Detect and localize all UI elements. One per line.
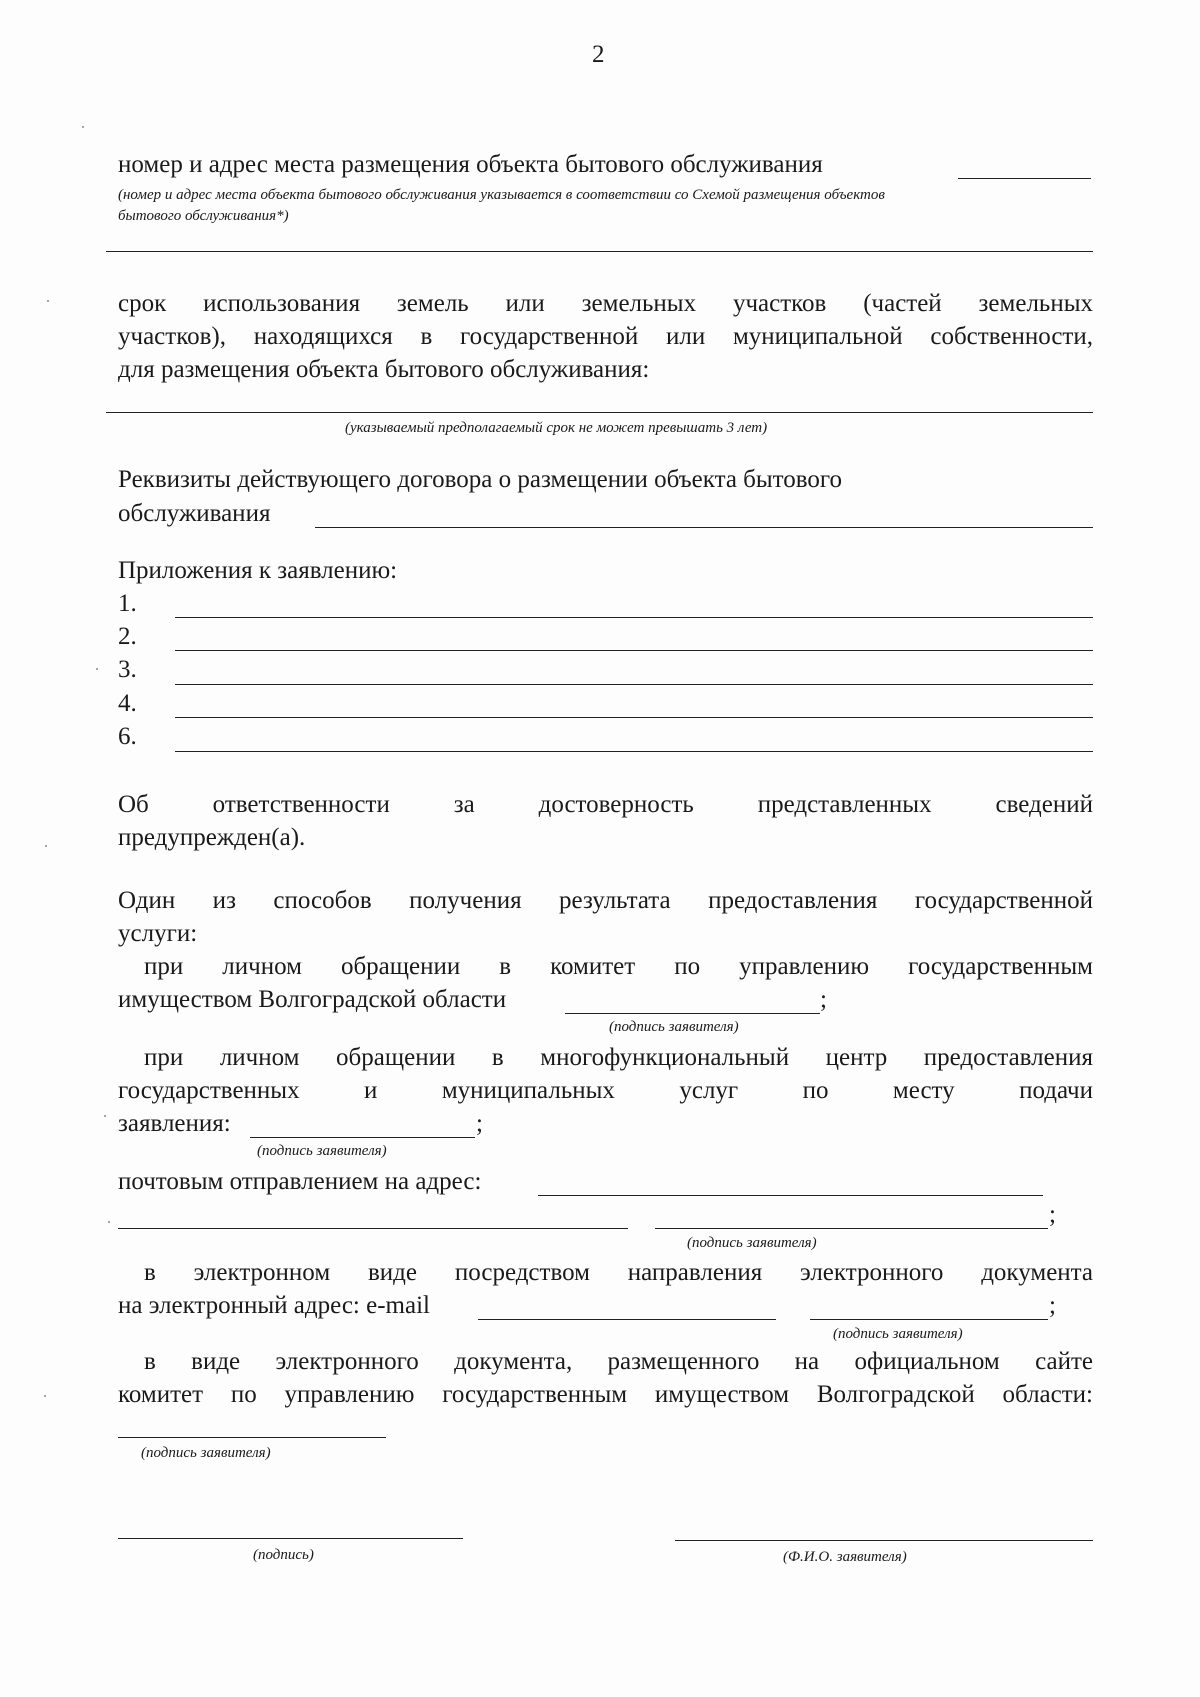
method-mfc-line-2: государственных и муниципальных услуг по месту подачи xyxy=(118,1077,1093,1104)
attachment-number-4: 4. xyxy=(118,690,137,717)
term-hint: (указываемый предполагаемый срок не может превышать 3 лет) xyxy=(345,420,768,436)
method-electronic-signature-hint: (подпись заявителя) xyxy=(833,1326,963,1342)
term-field-line xyxy=(106,412,1093,413)
method-postal-signature-line xyxy=(655,1228,1048,1229)
method-committee-signature-line xyxy=(565,1013,820,1014)
method-mfc-line-1: при личном обращении в многофункциональный центр предоставления xyxy=(144,1044,1093,1071)
footer-name-label: (Ф.И.О. заявителя) xyxy=(783,1549,907,1565)
method-mfc-line-3: заявления: xyxy=(118,1110,231,1137)
responsibility-line-2: предупрежден(а). xyxy=(118,824,306,851)
placement-hint-1: (номер и адрес места объекта бытового обслуживания указывается в соответствии со Схемой размещения объектов xyxy=(118,187,885,203)
method-postal-label: почтовым отправлением на адрес: xyxy=(118,1168,482,1195)
methods-intro-line-2: услуги: xyxy=(118,920,198,947)
method-electronic-signature-line xyxy=(810,1319,1048,1320)
method-website-line-1: в виде электронного документа, размещенного на официальном сайте xyxy=(144,1348,1093,1375)
method-electronic-line-2: на электронный адрес: e-mail xyxy=(118,1292,430,1319)
contract-field-line xyxy=(315,527,1093,528)
footer-signature-line xyxy=(118,1538,463,1539)
attachment-line-2 xyxy=(175,650,1093,651)
placement-field-line-2 xyxy=(106,251,1093,252)
method-electronic-line-1: в электронном виде посредством направления электронного документа xyxy=(144,1259,1093,1286)
contract-line-2: обслуживания xyxy=(118,500,271,527)
method-website-signature-line xyxy=(118,1437,386,1438)
term-line-2: участков), находящихся в государственной или муниципальной собственности, xyxy=(118,323,1093,350)
attachment-line-3 xyxy=(175,684,1093,685)
method-postal-signature-hint: (подпись заявителя) xyxy=(687,1235,817,1251)
term-line-1: срок использования земель или земельных участков (частей земельных xyxy=(118,290,1093,317)
footer-signature-label: (подпись) xyxy=(253,1547,314,1563)
term-line-3: для размещения объекта бытового обслуживания: xyxy=(118,356,650,383)
placement-field-line xyxy=(958,178,1091,179)
attachment-number-5: 6. xyxy=(118,723,137,750)
attachment-number-1: 1. xyxy=(118,590,137,617)
attachment-number-3: 3. xyxy=(118,656,137,683)
method-committee-semicolon: ; xyxy=(820,986,827,1013)
method-mfc-signature-hint: (подпись заявителя) xyxy=(257,1143,387,1159)
method-postal-semicolon: ; xyxy=(1049,1201,1056,1228)
method-website-signature-hint: (подпись заявителя) xyxy=(141,1445,271,1461)
attachment-line-1 xyxy=(175,617,1093,618)
page-number: 2 xyxy=(592,41,605,68)
attachment-line-4 xyxy=(175,717,1093,718)
attachment-line-5 xyxy=(175,751,1093,752)
footer-name-line xyxy=(675,1540,1093,1541)
method-postal-address-line-2 xyxy=(118,1228,628,1229)
methods-intro-line-1: Один из способов получения результата предоставления государственной xyxy=(118,887,1093,914)
method-postal-address-line xyxy=(538,1195,1043,1196)
method-committee-signature-hint: (подпись заявителя) xyxy=(609,1019,739,1035)
placement-hint-2: бытового обслуживания*) xyxy=(118,208,289,224)
responsibility-line-1: Об ответственности за достоверность представленных сведений xyxy=(118,791,1093,818)
method-electronic-email-line xyxy=(478,1319,776,1320)
attachment-number-2: 2. xyxy=(118,623,137,650)
method-website-line-2: комитет по управлению государственным имуществом Волгоградской области: xyxy=(118,1381,1093,1408)
placement-label: номер и адрес места размещения объекта бытового обслуживания xyxy=(118,151,823,178)
method-committee-line-1: при личном обращении в комитет по управлению государственным xyxy=(144,953,1093,980)
method-committee-line-2: имуществом Волгоградской области xyxy=(118,986,507,1013)
attachments-title: Приложения к заявлению: xyxy=(118,557,398,584)
method-electronic-semicolon: ; xyxy=(1049,1292,1056,1319)
method-mfc-signature-line xyxy=(250,1137,475,1138)
method-mfc-semicolon: ; xyxy=(476,1110,483,1137)
contract-line-1: Реквизиты действующего договора о размещении объекта бытового xyxy=(118,466,843,493)
